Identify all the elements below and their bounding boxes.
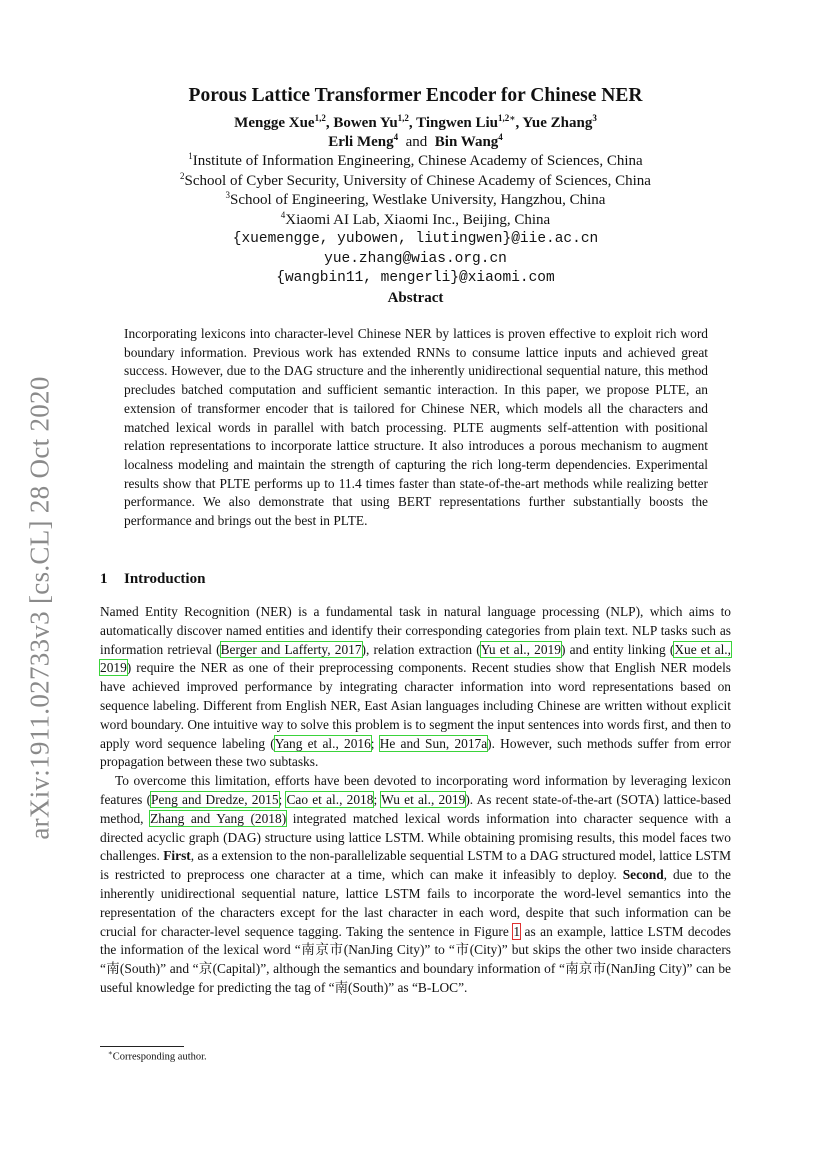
author-name: Yue Zhang: [522, 115, 593, 131]
citation-link[interactable]: Cao et al., 2018: [286, 791, 374, 807]
author-name: Erli Meng: [328, 134, 394, 150]
author-affil-mark: 3: [592, 113, 597, 123]
author-name: Bin Wang: [434, 134, 499, 150]
affiliation-text: Xiaomi AI Lab, Xiaomi Inc., Beijing, China: [285, 211, 551, 228]
affiliation: [100, 172, 731, 192]
text-run: , as a extension to the non-parallelizable sequential LSTM to a DAG structured model, lattice LSTM is restricted to preprocess one character at a time, which can make it infeasibly to deploy.: [100, 848, 731, 883]
affiliation: [100, 191, 731, 211]
citation-link[interactable]: Xue et al., 2019: [100, 641, 731, 676]
text-run: ), relation extraction (: [361, 641, 481, 657]
affiliation-mark: 3: [225, 190, 231, 200]
section-heading: [100, 571, 205, 588]
affiliation: [100, 211, 731, 231]
author-conjunction: and: [405, 134, 428, 150]
text-run: To overcome this limitation, efforts have been devoted to incorporating word information by leveraging lexicon features (: [100, 773, 731, 807]
text-run: ). However, such methods suffer from error propagation between these two subtasks.: [100, 735, 732, 770]
affiliation: [100, 152, 731, 172]
abstract-heading: Abstract: [387, 289, 444, 306]
author-affil-mark: 1,2: [314, 113, 326, 123]
section-number: 1: [100, 571, 108, 587]
paragraph: [100, 772, 731, 998]
paper-header: [100, 84, 731, 308]
bold-term: First: [163, 848, 191, 864]
citation-link[interactable]: He and Sun, 2017a: [379, 735, 488, 751]
author-affil-mark: 1,2: [397, 113, 409, 123]
affiliation-text: School of Engineering, Westlake University, Hangzhou, China: [230, 192, 606, 208]
arxiv-stamp-text: arXiv:1911.02733v3 [cs.CL] 28 Oct 2020: [24, 376, 55, 840]
affiliation-mark: 2: [180, 170, 185, 181]
author-name: Tingwen Liu: [416, 115, 498, 131]
author-affil-mark: 4: [393, 132, 399, 142]
footnote-text: Corresponding author.: [112, 1051, 207, 1063]
author-line-1: Mengge Xue$^{1,2}$, Bowen Yu$^{1,2}$, Tingwen Liu$^{1,2∗}$, Yue Zhang$^3$: [234, 113, 597, 131]
text-run: , due to the inherently unidirectional sequential nature, lattice LSTM fails to incorporate the word-level semantics into the representation of the characters except for the last character in each word, despite that such information can be crucial for character-level sequence tagging. Taking the sentence in Figure: [100, 867, 731, 939]
citation-link[interactable]: Berger and Lafferty, 2017: [220, 641, 362, 657]
abstract-body: Incorporating lexicons into character-level Chinese NER by lattices is proven effective to exploit rich word boundary information. Previous work has extended RNNs to consume lattice inputs and achieved great success. However, due to the DAG structure and the inherently unidirectional sequential nature, this method precludes batched computation and sufficient semantic interaction. In this paper, we propose PLTE, an extension of transformer encoder that is tailored for Chinese NER, which models all the characters and matched lexical words in parallel with batch processing. PLTE augments self-attention with positional relation representations to incorporate lattice structure. It also introduces a porous mechanism to augment localness modeling and maintain the strength of capturing the rich long-term dependencies. Experimental results show that PLTE performs up to 11.4 times faster than state-of-the-art methods while realizing better performance. We also demonstrate that using BERT representations further substantially boosts the performance and brings out the best in PLTE.: [124, 326, 708, 529]
author-affil-mark: 1,2∗: [498, 113, 516, 123]
citation-link[interactable]: Yang et al., 2016: [274, 735, 371, 751]
text-run: Named Entity Recognition (NER) is a fundamental task in natural language processing (NLP), which aims to automatically discover named entities and identify their corresponding categories from plain text. NLP tasks such as information retrieval (: [100, 604, 731, 657]
text-run: as an example, lattice LSTM decodes the information of the lexical word “南京市(NanJing City)” to “市(City)” but skips the other two inside characters “南(South)” and “京(Capital)”, although the semantics and boundary information of “南京市(NanJing City)” can be useful knowledge for predicting the tag of “南(South)” as “B-LOC”.: [100, 923, 731, 995]
affiliation-text: Institute of Information Engineering, Chinese Academy of Sciences, China: [192, 153, 643, 169]
paper-title: Porous Lattice Transformer Encoder for Chinese NER: [188, 85, 643, 106]
arxiv-stamp: [22, 368, 58, 848]
citation-link[interactable]: Zhang and Yang (2018): [150, 810, 287, 826]
author-name: Bowen Yu: [333, 115, 398, 131]
footnote: [108, 1049, 207, 1063]
email-line: {wangbin11, mengerli}@xiaomi.com: [276, 270, 555, 286]
text-run: ). As recent state-of-the-art (SOTA) lattice-based method,: [100, 791, 731, 826]
bold-term: Second: [622, 867, 664, 883]
figure-reference-link[interactable]: 1: [513, 923, 521, 939]
citation-link[interactable]: Wu et al., 2019: [381, 791, 466, 807]
affiliation-text: School of Cyber Security, University of Chinese Academy of Sciences, China: [184, 172, 651, 189]
body-text: [100, 603, 731, 998]
text-run: ;: [370, 735, 380, 751]
author-name: Mengge Xue: [234, 115, 315, 131]
text-run: ;: [373, 791, 382, 807]
text-run: integrated matched lexical words information into character sequence with a directed acyclic graph (DAG) structure using lattice LSTM. While obtaining promising results, this model faces two challenges.: [100, 810, 731, 864]
citation-link[interactable]: Peng and Dredze, 2015: [151, 791, 279, 807]
affiliation-mark: 4: [280, 209, 286, 220]
email-line: {xuemengge, yubowen, liutingwen}@iie.ac.cn: [232, 231, 599, 247]
text-run: ;: [278, 791, 287, 807]
citation-link[interactable]: Yu et al., 2019: [480, 641, 561, 657]
author-affil-mark: 4: [498, 132, 503, 142]
text-run: ) and entity linking (: [560, 641, 675, 657]
footnote-rule: [100, 1046, 184, 1047]
footnote-mark: ∗: [108, 1049, 113, 1057]
text-run: ) require the NER as one of their preprocessing components. Recent studies show that English NER models have achieved improved performance by integrating character information into word representations based on sequence labeling. Different from English NER, East Asian languages including Chinese are written without explicit word boundary. One intuitive way to solve this problem is to segment the input sentences into words first, and then to apply word sequence labeling (: [100, 660, 731, 751]
affiliation-mark: 1: [188, 151, 193, 161]
email-line: yue.zhang@wias.org.cn: [324, 250, 507, 267]
paragraph: [100, 603, 731, 772]
author-line-2: [100, 133, 731, 152]
section-title: Introduction: [124, 571, 206, 587]
